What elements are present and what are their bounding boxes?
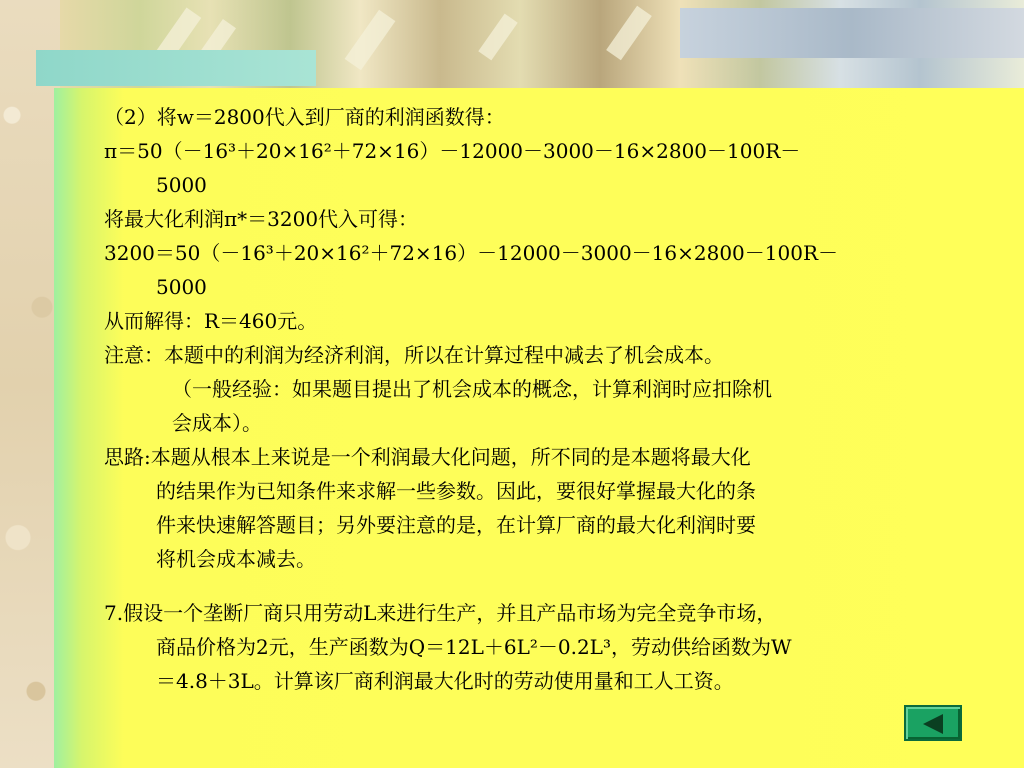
text-line: 商品价格为2元，生产函数为Q＝12L＋6L²－0.2L³，劳动供给函数为W <box>156 635 792 659</box>
leaf-decoration <box>478 14 517 61</box>
text-line: 的结果作为已知条件来求解一些参数。因此，要很好掌握最大化的条 <box>156 479 756 503</box>
text-line: 从而解得：R＝460元。 <box>104 309 318 333</box>
spacer <box>104 576 984 596</box>
banner-blue-strip <box>680 8 1024 58</box>
text-line: 5000 <box>156 275 207 299</box>
text-line: 5000 <box>156 173 207 197</box>
text-line: 注意：本题中的利润为经济利润，所以在计算过程中减去了机会成本。 <box>104 343 724 367</box>
text-line: 将机会成本减去。 <box>156 547 316 571</box>
leaf-decoration <box>606 6 652 61</box>
text-line: （2）将w＝2800代入到厂商的利润函数得： <box>104 105 505 129</box>
banner-teal-block <box>36 50 316 86</box>
slide-text <box>104 100 984 698</box>
text-line: 会成本）。 <box>172 411 262 435</box>
leaf-decoration <box>345 10 396 71</box>
text-line: 将最大化利润π*＝3200代入可得： <box>104 207 419 231</box>
text-line: 3200＝50（－16³＋20×16²＋72×16）－12000－3000－16×2800－100R－ <box>104 241 839 265</box>
text-line: 思路:本题从根本上来说是一个利润最大化问题，所不同的是本题将最大化 <box>104 445 751 469</box>
text-line: （一般经验：如果题目提出了机会成本的概念，计算利润时应扣除机 <box>172 377 772 401</box>
text-line: 7.假设一个垄断厂商只用劳动L来进行生产，并且产品市场为完全竞争市场， <box>104 601 777 625</box>
text-line: ＝4.8＋3L。计算该厂商利润最大化时的劳动使用量和工人工资。 <box>156 669 734 693</box>
back-arrow-icon <box>923 714 943 734</box>
parchment-strip <box>0 0 60 768</box>
text-line: π＝50（－16³＋20×16²＋72×16）－12000－3000－16×2800－100R－ <box>104 139 801 163</box>
text-line: 件来快速解答题目；另外要注意的是，在计算厂商的最大化利润时要 <box>156 513 756 537</box>
back-button[interactable] <box>904 705 962 741</box>
